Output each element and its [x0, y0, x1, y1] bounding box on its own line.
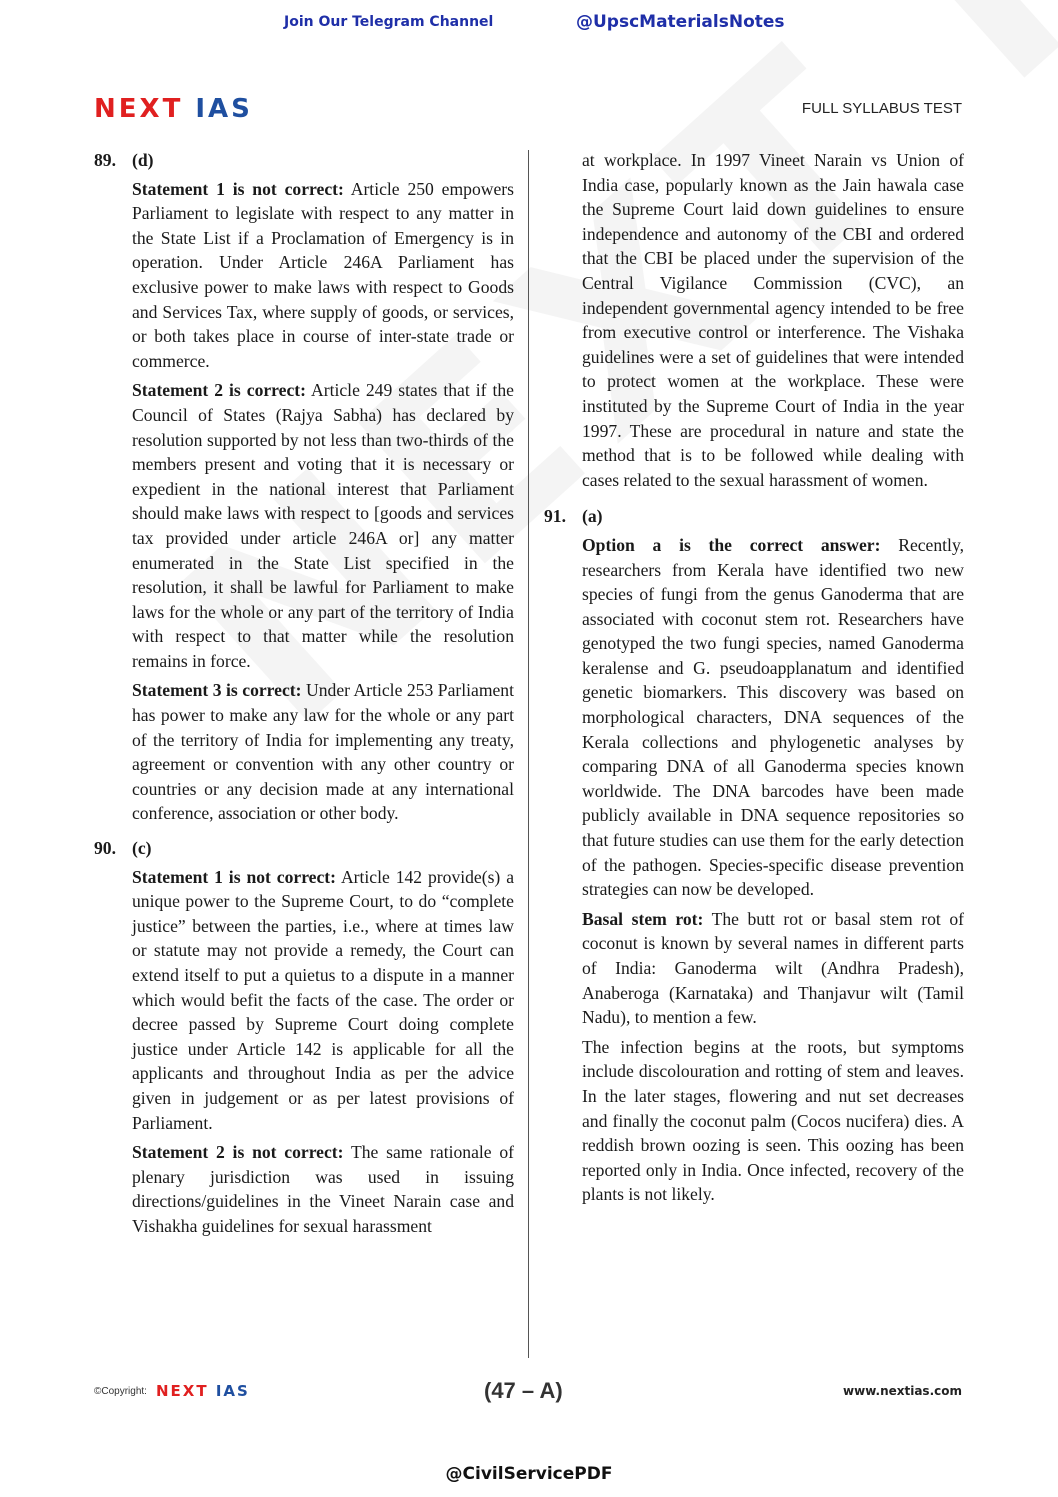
answer-option: (d) [132, 150, 154, 170]
page-number: (47 – A) [484, 1378, 563, 1403]
bottom-banner: @CivilServicePDF [445, 1464, 613, 1484]
question-heading [544, 504, 964, 529]
website-link[interactable]: www.nextias.com [843, 1384, 962, 1398]
explanation-paragraph: Statement 2 is not correct: The same rationale of plenary jurisdiction was used in issuing directions/guidelines in the Vineet Narain case and Vishakha guidelines for sexual harassment [132, 1142, 515, 1236]
footer-logo: NEXT IAS [156, 1382, 250, 1400]
telegram-banner [0, 10, 1058, 40]
explanation-paragraph: The infection begins at the roots, but symptoms include discolouration and rotting of stem and leaves. In the later stages, flowering and nut set decreases and finally the coconut palm (Cocos nucifera) dies. A reddish brown oozing is seen. This oozing has been reported only in India. Once infected, recovery of the plants is not likely. [582, 1036, 964, 1205]
question-heading [94, 836, 514, 861]
explanation-paragraph: Statement 1 is not correct: Article 250 empowers Parliament to legislate with respect to any matter in the State List if a Proclamation of Emergency is in operation. Under Article 246A Parliament has exclusive power to make laws with respect to Goods and Services Tax, where supply of goods, or services, or both takes place in course of inter-state trade or commerce. [132, 178, 514, 371]
explanation-paragraph: Statement 1 is not correct: Article 142 provide(s) a unique power to the Supreme Court, to do “complete justice” between the parties, i.e., where at times law or statute may not provide a remedy, the Court can extend itself to put a quietus to a dispute in a manner which would befit the facts of the case. The order or decree passed by Supreme Court doing complete justice under Article 142 is applicable for all the applicants and throughout India as per the advice given in judgement or as per latest provisions of Parliament. [132, 866, 515, 1133]
telegram-handle: @UpscMaterialsNotes [576, 12, 785, 32]
page-header [94, 92, 962, 126]
question-heading [94, 148, 514, 173]
explanation-paragraph: Basal stem rot: The butt rot or basal stem rot of coconut is known by several names in different parts of India: Ganoderma wilt (Andhra Pradesh), Anaberoga (Karnataka) and Thanjavur wilt (Tamil Nadu), to mention a few. [582, 908, 964, 1028]
test-title: FULL SYLLABUS TEST [801, 100, 962, 117]
question-number: 89. [94, 150, 116, 170]
telegram-channel-text: Join Our Telegram Channel [284, 14, 494, 30]
question-91 [544, 504, 964, 1207]
left-column [94, 148, 514, 1249]
page-footer [94, 1378, 962, 1408]
answer-option: (c) [132, 838, 152, 859]
explanation-paragraph: Statement 2 is correct: Article 249 states that if the Council of States (Rajya Sabha) has declared by resolution supported by not less than two-thirds of the members present and voting that it is necessary or expedient in the national interest that Parliament should make laws with respect to [goods and services tax provided under article 246A or] any matter enumerated in the State List specified in the resolution, it shall be lawful for Parliament to make laws for the whole or any part of the territory of India with respect to that matter while the resolution remains in force. [132, 380, 514, 671]
right-column [544, 148, 964, 1217]
answer-option: (a) [582, 506, 603, 527]
copyright-label: ©Copyright: [94, 1386, 147, 1397]
column-divider [528, 150, 529, 1358]
explanation-paragraph: Statement 3 is correct: Under Article 253 Parliament has power to make any law for the whole or any part of the territory of India for implementing any treaty, agreement or convention with any other country or countries or any decision made at any international conference, association or other body. [132, 680, 514, 824]
next-ias-logo: NEXT IAS [94, 94, 253, 124]
explanation-continuation: at workplace. In 1997 Vineet Narain vs Union of India case, popularly known as the Jain hawala case the Supreme Court laid down guidelines to ensure independence and autonomy of the CBI and ordered that the CBI be placed under the supervision of the Central Vigilance Commission (CVC), an independent governmental agency intended to be free from executive control or interference. The Vishaka guidelines were a set of guidelines that were intended to protect women at the workplace. These were instituted by the Supreme Court of India in the year 1997. These are procedural in nature and state the method that is to be followed while dealing with cases related to the sexual harassment of women. [582, 150, 964, 490]
question-90 [94, 836, 514, 1239]
question-number: 90. [94, 838, 116, 859]
explanation-paragraph: Option a is the correct answer: Recently, researchers from Kerala have identified two new species of fungi from the genus Ganoderma that are associated with coconut stem rot. Researchers have genotyped the two fungi species, named Ganoderma keralense and G. pseudoapplanatum and identified genetic biomarkers. This discovery was based on morphological characters, DNA sequences of the Kerala collections and phylogenetic analyses by comparing DNA of all Ganoderma species known worldwide. The DNA barcodes have been made publicly available in DNA sequence repositories so that future studies can use them for the early detection of the pathogen. Species-specific disease prevention strategies can now be developed. [582, 534, 964, 900]
question-89 [94, 148, 514, 826]
question-number: 91. [544, 506, 566, 527]
